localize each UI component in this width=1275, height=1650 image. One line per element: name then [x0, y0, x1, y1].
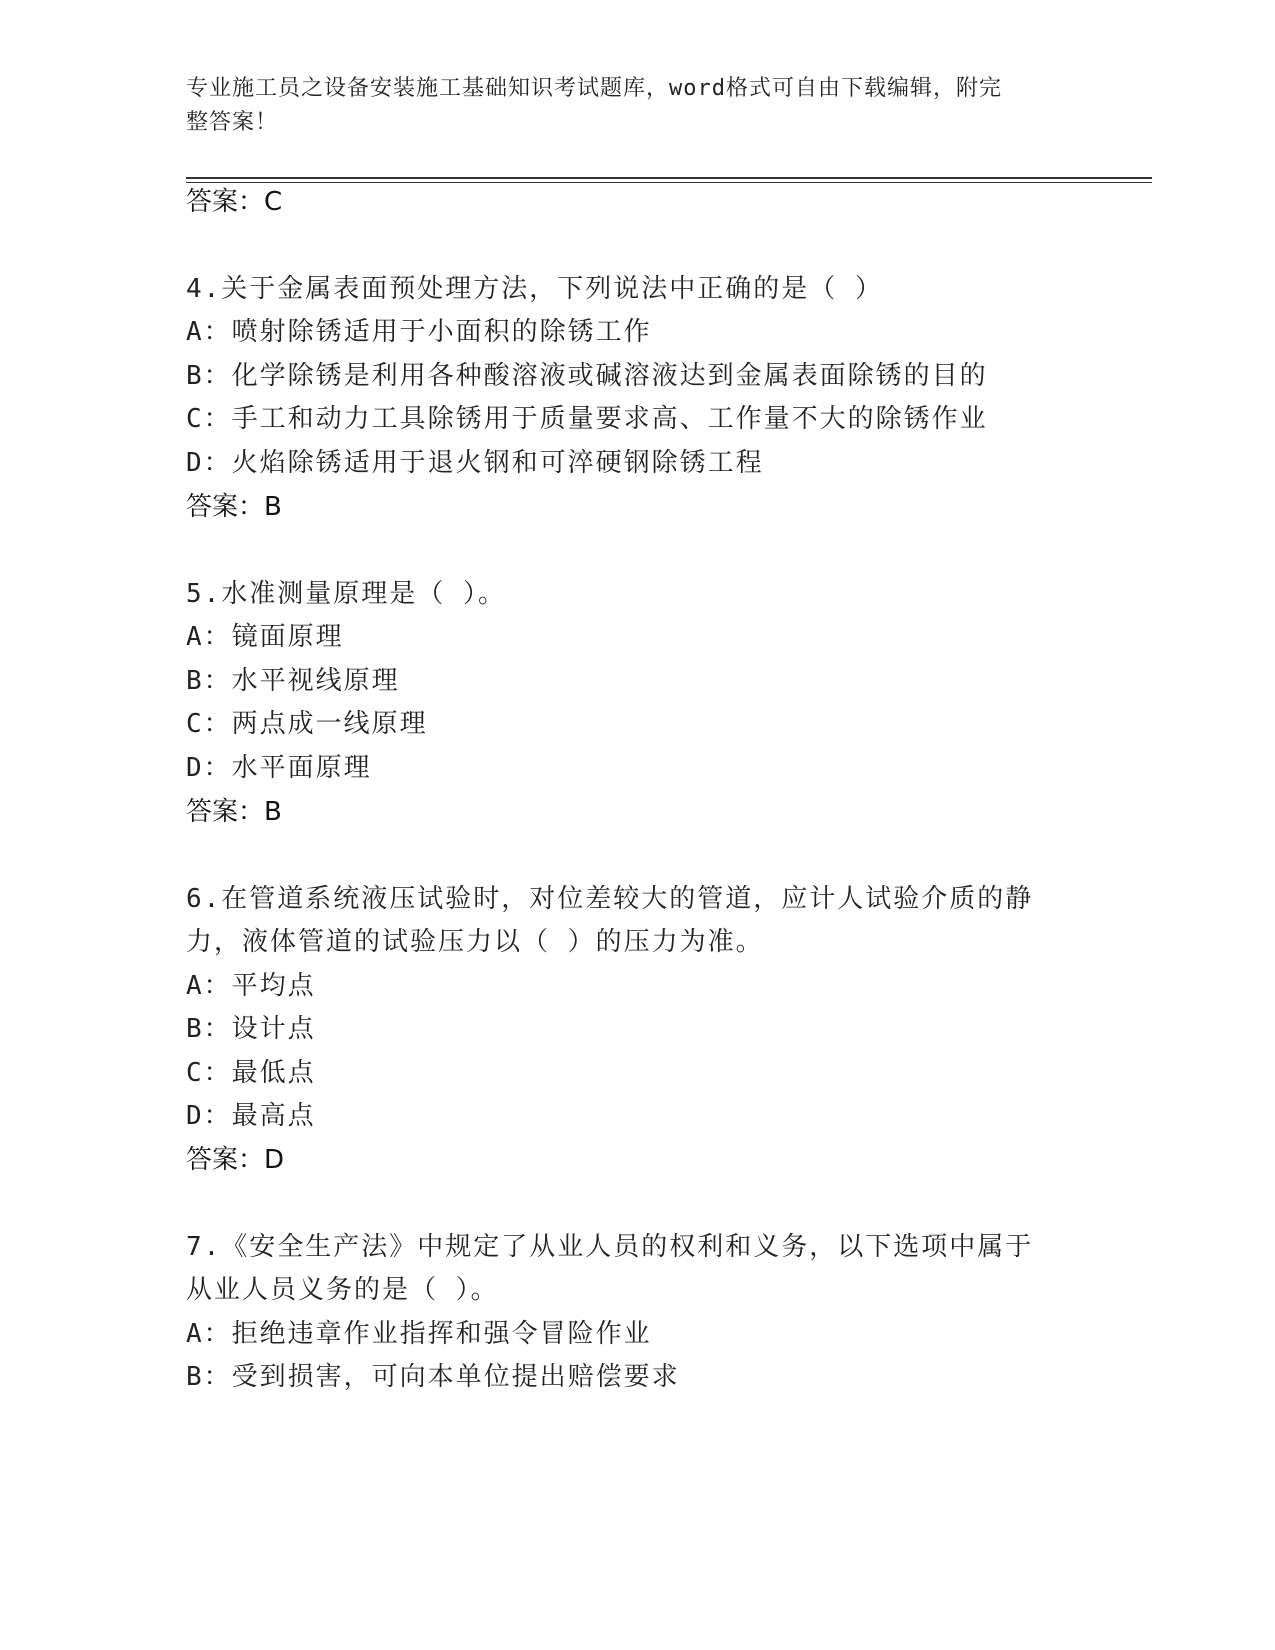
question-4-option-b: B：化学除锈是利用各种酸溶液或碱溶液达到金属表面除锈的目的	[186, 361, 988, 391]
header-divider-thin	[186, 182, 1152, 183]
question-6-stem-line-2: 力，液体管道的试验压力以（ ）的压力为准。	[186, 927, 764, 957]
header-line-2: 整答案！	[186, 110, 279, 135]
header-line-1: 专业施工员之设备安装施工基础知识考试题库，word格式可自由下载编辑，附完	[186, 76, 1002, 101]
document-header	[186, 72, 1066, 140]
question-5-option-d: D：水平面原理	[186, 753, 372, 783]
question-4-option-c: C：手工和动力工具除锈用于质量要求高、工作量不大的除锈作业	[186, 404, 988, 434]
question-6-option-c: C：最低点	[186, 1058, 316, 1088]
question-5-option-c: C：两点成一线原理	[186, 709, 428, 739]
question-5-stem: 5.水准测量原理是（ ）。	[186, 579, 506, 609]
question-5-option-b: B：水平视线原理	[186, 666, 400, 696]
question-7-stem-line-2: 从业人员义务的是（ ）。	[186, 1275, 499, 1305]
question-6-option-b: B：设计点	[186, 1014, 316, 1044]
question-6-option-d: D：最高点	[186, 1101, 316, 1131]
question-4-stem: 4.关于金属表面预处理方法，下列说法中正确的是（ ）	[186, 274, 883, 304]
header-divider-thick	[186, 177, 1152, 179]
question-7-option-a: A：拒绝违章作业指挥和强令冒险作业	[186, 1319, 652, 1349]
question-6-answer: 答案：D	[186, 1145, 285, 1175]
previous-answer: 答案：C	[186, 187, 283, 217]
question-4-answer: 答案：B	[186, 492, 282, 522]
question-5-answer: 答案：B	[186, 797, 282, 827]
question-4-option-d: D：火焰除锈适用于退火钢和可淬硬钢除锈工程	[186, 448, 764, 478]
question-6-option-a: A：平均点	[186, 971, 316, 1001]
question-6-stem-line-1: 6.在管道系统液压试验时，对位差较大的管道，应计人试验介质的静	[186, 884, 1034, 914]
question-4-option-a: A：喷射除锈适用于小面积的除锈工作	[186, 317, 652, 347]
question-5-option-a: A：镜面原理	[186, 622, 344, 652]
question-7-option-b: B：受到损害，可向本单位提出赔偿要求	[186, 1362, 680, 1392]
question-7-stem-line-1: 7.《安全生产法》中规定了从业人员的权利和义务，以下选项中属于	[186, 1232, 1034, 1262]
